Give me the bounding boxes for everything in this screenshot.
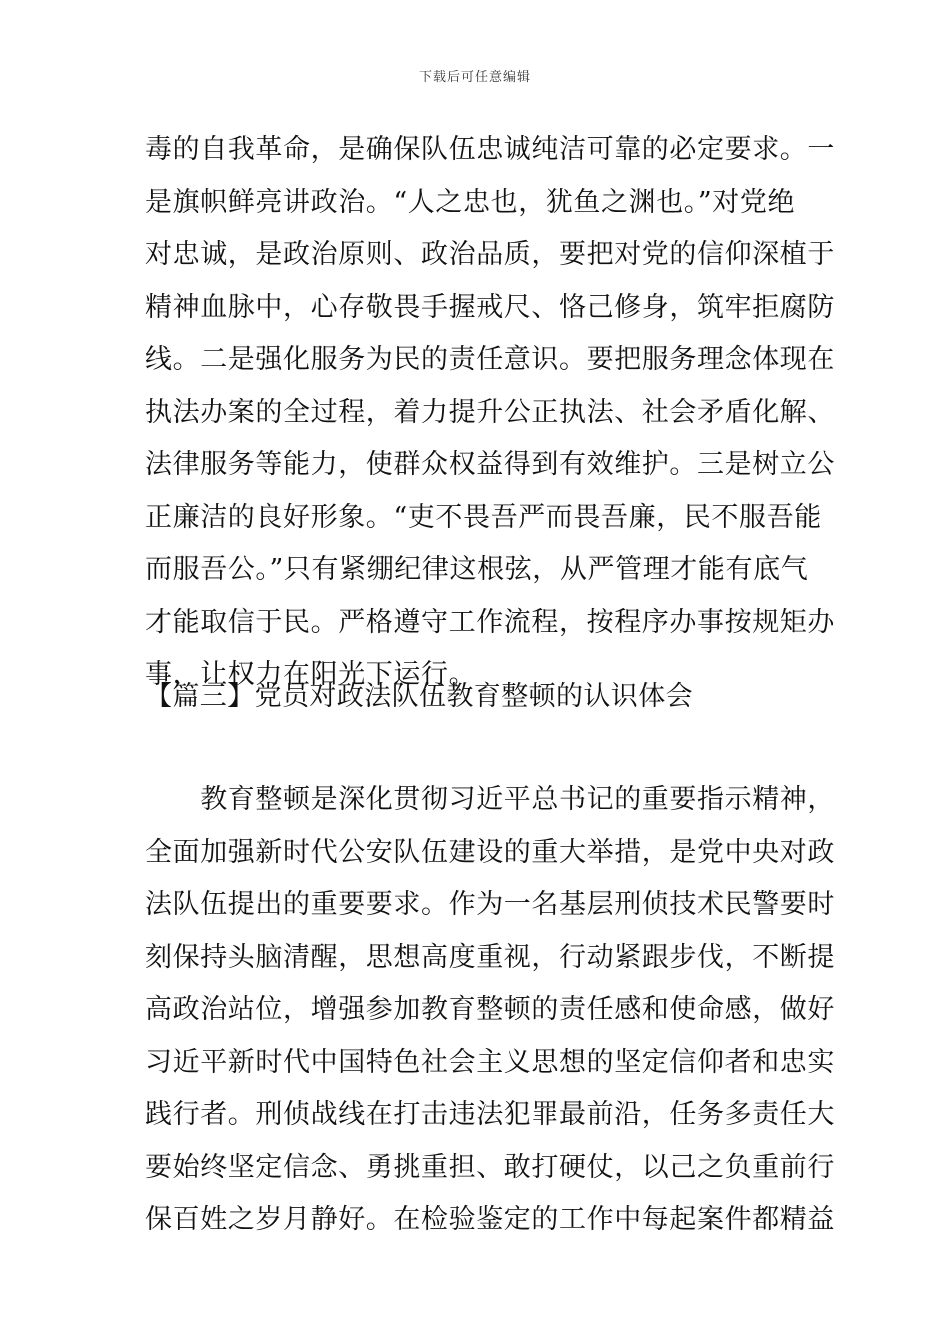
paragraph-line: 践行者。刑侦战线在打击违法犯罪最前沿，任务多责任大 [145, 1099, 835, 1130]
paragraph-line: 教育整顿是深化贯彻习近平总书记的重要指示精神， [145, 784, 835, 815]
paragraph-1 [145, 124, 835, 702]
paragraph-line: 全面加强新时代公安队伍建设的重大举措，是党中央对政 [145, 836, 835, 868]
paragraph-line: 法队伍提出的重要要求。作为一名基层刑侦技术民警要时 [145, 889, 835, 920]
paragraph-line: 是旗帜鲜亮讲政治。“人之忠也，犹鱼之渊也。”对党绝 [145, 186, 796, 218]
paragraph-line: 线。二是强化服务为民的责任意识。要把服务理念体现在 [145, 344, 835, 375]
paragraph-line: 才能取信于民。严格遵守工作流程，按程序办事按规矩办 [145, 606, 835, 638]
paragraph-line: 而服吾公。”只有紧绷纪律这根弦，从严管理才能有底气 [145, 554, 809, 585]
paragraph-line: 对忠诚，是政治原则、政治品质，要把对党的信仰深植于 [145, 239, 835, 270]
header-note: 下载后可任意编辑 [418, 70, 531, 85]
paragraph-line: 保百姓之岁月静好。在检验鉴定的工作中每起案件都精益 [145, 1204, 835, 1235]
paragraph-2 [145, 774, 835, 1247]
paragraph-line: 习近平新时代中国特色社会主义思想的坚定信仰者和忠实 [145, 1046, 835, 1078]
paragraph-line: 毒的自我革命，是确保队伍忠诚纯洁可靠的必定要求。一 [145, 134, 835, 165]
paragraph-line: 精神血脉中，心存敬畏手握戒尺、恪己修身，筑牢拒腐防 [145, 291, 835, 323]
paragraph-line: 正廉洁的良好形象。“吏不畏吾严而畏吾廉，民不服吾能 [145, 501, 822, 533]
section-heading: 【篇三】党员对政法队伍教育整顿的认识体会 [145, 681, 693, 712]
paragraph-line: 法律服务等能力，使群众权益得到有效维护。三是树立公 [145, 449, 835, 480]
paragraph-line: 事，让权力在阳光下运行。 [145, 659, 477, 690]
paragraph-line: 刻保持头脑清醒，思想高度重视，行动紧跟步伐，不断提 [145, 941, 835, 973]
paragraph-line: 高政治站位，增强参加教育整顿的责任感和使命感，做好 [145, 994, 835, 1025]
paragraph-line: 要始终坚定信念、勇挑重担、敢打硬仗，以己之负重前行 [145, 1151, 835, 1183]
paragraph-line: 执法办案的全过程，着力提升公正执法、社会矛盾化解、 [145, 396, 835, 428]
